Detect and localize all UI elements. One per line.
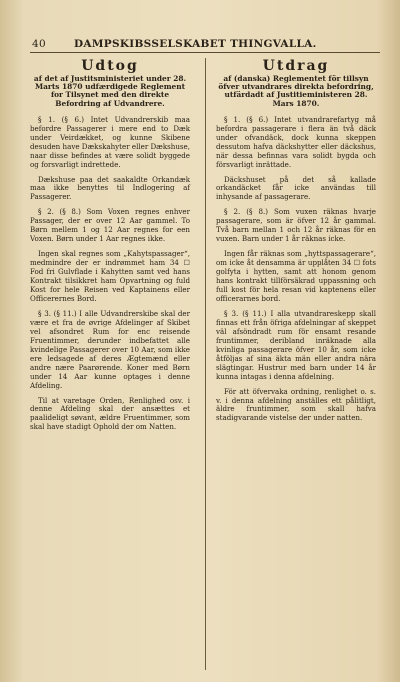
danish-paragraph: Dækshuse paa det saakaldte Orkandæk maa ikke benyttes til Indlogering af Passagerer. <box>30 174 190 202</box>
swedish-paragraph: För att öfvervaka ordning, renlighet o. s. v. i denna afdelning anställes ett pålitligt, äldre fruntimmer, som skall hafva stadigvarande vistelse der under natten. <box>216 386 376 423</box>
swedish-subtitle: af (danska) Reglementet för tillsyn öfver utvandrares direkta befordring, utfärdadt af Justitieministeren 28. Mars 1870. <box>218 74 374 108</box>
swedish-title: Utdrag <box>262 58 330 74</box>
danish-paragraph: § 3. (§ 11.) I alle Udvandrerskibe skal der være et fra de øvrige Afdelinger af Skibet vel afsondret Rum for enc reisende Fruentimmer, derunder indbefattet alle kvindelige Passagerer over 10 Aar, som ikke ere ledsagede af deres Ægtemænd eller andre nære Paarørende. Koner med Børn under 14 Aar kunne optages i denne Afdeling. <box>30 308 190 390</box>
danish-column <box>30 58 190 438</box>
danish-title: Udtog <box>81 58 139 74</box>
column-divider <box>205 58 206 670</box>
running-head: DAMPSKIBSSELSKABET THINGVALLA. <box>74 38 317 50</box>
page-number: 40 <box>32 38 46 50</box>
swedish-paragraph: Ingen får räknas som „hyttspassagerare“, om icke åt densamma är upplåten 34 ☐ fots golfyta i hytten, samt att honom genom hans kontrakt tillförsäkrad uppassning och full kost för hela resan vid kaptenens eller officerarnes bord. <box>216 249 376 303</box>
danish-paragraph: Til at varetage Orden, Renlighed osv. i denne Afdeling skal der ansættes et paalideligt søvant, ældre Fruentimmer, som skal have stadigt Ophold der om Natten. <box>30 395 190 432</box>
danish-paragraph: Ingen skal regnes som „Kahytspassager“, medmindre der er indrømmet ham 34 ☐ Fod fri Gulvflade i Kahytten samt ved hans Kontrakt tilsikkret ham Opvartning og fuld Kost for hele Reisen ved Kaptainens eller Officerernes Bord. <box>30 249 190 303</box>
swedish-paragraph: § 1. (§ 6.) Intet utvandrarefartyg må befordra passagerare i flera än två däck under ofvandäck, dock kunna skeppen dessutom hafva däckshytter eller däckshus, när dessa befinnas vara solidt bygda och försvarligt inrättade. <box>216 114 376 169</box>
swedish-paragraph: § 3. (§ 11.) I alla utvandrareskepp skall finnas ett från öfriga afdelningar af skeppet väl afsöndradt rum för ensamt resande fruntimmer, deribland inräknade alla kvinliga passagerare öfver 10 år, som icke åtföljas af sina äkta män eller andra nära slägtingar. Hustrur med barn under 14 år kunna intagas i denna afdelning. <box>216 308 376 381</box>
page-header <box>30 38 380 53</box>
swedish-paragraph: § 2. (§ 8.) Som vuxen räknas hvarje passagerare, som är öfver 12 år gammal. Två barn mellan 1 och 12 år räknas för en vuxen. Barn under 1 år räknas icke. <box>216 207 376 244</box>
danish-paragraph: § 1. (§ 6.) Intet Udvandrerskib maa befordre Passagerer i mere end to Dæk under Veirdækket, og kunne Skibene desuden have Dækskahyter eller Dækshuse, naar disse befindes at være solidt byggede og forsvarligt indrettede. <box>30 114 190 169</box>
swedish-column <box>216 58 376 429</box>
danish-paragraph: § 2. (§ 8.) Som Voxen regnes enhver Passager, der er over 12 Aar gammel. To Børn mellem 1 og 12 Aar regnes for een Voxen. Børn under 1 Aar regnes ikke. <box>30 207 190 244</box>
danish-subtitle: af det af Justitsministeriet under 28. Marts 1870 udfærdigede Reglement for Tilsynet med den direkte Befordring af Udvandrere. <box>33 74 187 108</box>
swedish-paragraph: Däckshuset på det så kallade orkandäcket får icke användas till inhysande af passagerare. <box>216 174 376 202</box>
